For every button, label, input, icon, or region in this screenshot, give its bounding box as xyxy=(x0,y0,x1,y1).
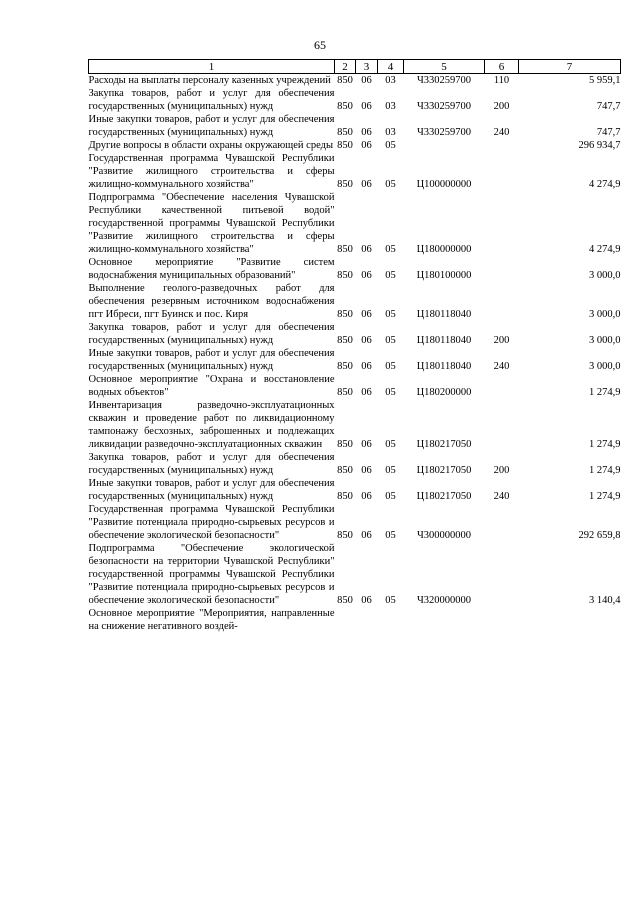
row-name-cell: Основное мероприятие "Охрана и восстановление водных объектов" xyxy=(88,374,335,398)
row-section-cell: 06 xyxy=(361,309,372,320)
row-name-cell: Другие вопросы в области охраны окружающей среды xyxy=(88,140,333,151)
row-subsection-cell: 05 xyxy=(385,491,396,502)
row-ministry-code-cell xyxy=(335,607,356,633)
table-row xyxy=(89,607,621,633)
row-amount-cell: 4 274,9 xyxy=(589,179,621,190)
column-header: 1 xyxy=(89,60,335,74)
column-header: 3 xyxy=(356,60,378,74)
table-row xyxy=(89,399,621,451)
row-amount-cell: 296 934,7 xyxy=(578,140,621,151)
row-target-article-cell: Ц180000000 xyxy=(416,244,472,255)
row-expense-type-cell xyxy=(485,282,519,321)
row-amount-cell: 3 000,0 xyxy=(589,335,621,346)
row-expense-type-cell xyxy=(485,542,519,607)
table-row xyxy=(89,113,621,139)
table-row xyxy=(89,503,621,542)
row-name-cell: Основное мероприятие "Развитие систем водоснабжения муниципальных образований" xyxy=(88,257,335,281)
row-ministry-code-cell: 850 xyxy=(337,127,353,138)
row-amount-cell: 3 140,4 xyxy=(589,595,621,606)
row-target-article-cell: Ч300000000 xyxy=(416,530,472,541)
row-subsection-cell: 05 xyxy=(385,361,396,372)
row-section-cell: 06 xyxy=(361,335,372,346)
row-subsection-cell: 03 xyxy=(385,101,396,112)
row-amount-cell: 1 274,9 xyxy=(589,387,621,398)
row-target-article-cell: Ц180217050 xyxy=(416,439,472,450)
column-header: 6 xyxy=(485,60,519,74)
table-row xyxy=(89,477,621,503)
row-ministry-code-cell: 850 xyxy=(337,387,353,398)
row-expense-type-cell xyxy=(485,256,519,282)
row-section-cell: 06 xyxy=(361,387,372,398)
row-subsection-cell xyxy=(378,607,404,633)
row-name-cell: Закупка товаров, работ и услуг для обеспечения государственных (муниципальных) нужд xyxy=(88,88,335,112)
row-ministry-code-cell: 850 xyxy=(337,140,353,151)
row-name-cell: Инвентаризация разведочно-эксплуатационных скважин и проведение работ по ликвидационному тампонажу бесхозных, заброшенных и подлежащих ликвидации разведочно-эксплуатационных скважин xyxy=(88,400,335,450)
table-row xyxy=(89,451,621,477)
row-ministry-code-cell: 850 xyxy=(337,270,353,281)
row-subsection-cell: 03 xyxy=(385,75,396,86)
row-expense-type-cell: 200 xyxy=(493,465,510,476)
row-subsection-cell: 05 xyxy=(385,335,396,346)
row-target-article-cell: Ц180118040 xyxy=(416,361,472,372)
row-expense-type-cell: 240 xyxy=(493,127,510,138)
row-section-cell: 06 xyxy=(361,75,372,86)
row-expense-type-cell xyxy=(485,503,519,542)
row-section-cell xyxy=(356,607,378,633)
table-row xyxy=(89,282,621,321)
row-section-cell: 06 xyxy=(361,491,372,502)
row-name-cell: Выполнение геолого-разведочных работ для обеспечения резервным источником водоснабжения пгт Ибреси, пгт Буинск и пос. Киря xyxy=(88,283,335,320)
row-section-cell: 06 xyxy=(361,244,372,255)
row-amount-cell: 3 000,0 xyxy=(589,309,621,320)
row-amount-cell: 1 274,9 xyxy=(589,439,621,450)
row-target-article-cell: Ц100000000 xyxy=(416,179,472,190)
row-target-article-cell: Ч330259700 xyxy=(416,75,472,86)
row-target-article-cell: Ч330259700 xyxy=(416,127,472,138)
row-amount-cell xyxy=(519,607,621,633)
row-ministry-code-cell: 850 xyxy=(337,101,353,112)
row-target-article-cell xyxy=(404,139,485,152)
row-ministry-code-cell: 850 xyxy=(337,595,353,606)
row-ministry-code-cell: 850 xyxy=(337,530,353,541)
row-name-cell: Государственная программа Чувашской Республики "Развитие жилищного строительства и сферы жилищно-коммунального хозяйства" xyxy=(88,153,335,190)
row-subsection-cell: 05 xyxy=(385,439,396,450)
row-name-cell: Иные закупки товаров, работ и услуг для обеспечения государственных (муниципальных) нужд xyxy=(88,114,335,138)
row-subsection-cell: 03 xyxy=(385,127,396,138)
row-name-cell: Государственная программа Чувашской Республики "Развитие потенциала природно-сырьевых ресурсов и обеспечение экологической безопасности" xyxy=(88,504,335,541)
row-amount-cell: 4 274,9 xyxy=(589,244,621,255)
row-expense-type-cell: 240 xyxy=(493,491,510,502)
row-section-cell: 06 xyxy=(361,595,372,606)
row-ministry-code-cell: 850 xyxy=(337,335,353,346)
row-section-cell: 06 xyxy=(361,439,372,450)
row-amount-cell: 3 000,0 xyxy=(589,361,621,372)
row-section-cell: 06 xyxy=(361,270,372,281)
row-section-cell: 06 xyxy=(361,179,372,190)
row-amount-cell: 1 274,9 xyxy=(589,465,621,476)
row-subsection-cell: 05 xyxy=(385,465,396,476)
row-expense-type-cell xyxy=(485,607,519,633)
row-section-cell: 06 xyxy=(361,465,372,476)
column-header: 7 xyxy=(519,60,621,74)
row-subsection-cell: 05 xyxy=(385,387,396,398)
row-expense-type-cell xyxy=(485,373,519,399)
row-name-cell: Закупка товаров, работ и услуг для обеспечения государственных (муниципальных) нужд xyxy=(88,322,335,346)
row-amount-cell: 292 659,8 xyxy=(578,530,621,541)
row-target-article-cell: Ц180217050 xyxy=(416,491,472,502)
row-subsection-cell: 05 xyxy=(385,270,396,281)
row-expense-type-cell xyxy=(485,191,519,256)
row-target-article-cell: Ц180118040 xyxy=(416,335,472,346)
table-row xyxy=(89,321,621,347)
row-ministry-code-cell: 850 xyxy=(337,244,353,255)
table-row xyxy=(89,74,621,88)
table-row xyxy=(89,542,621,607)
row-subsection-cell: 05 xyxy=(385,530,396,541)
row-ministry-code-cell: 850 xyxy=(337,361,353,372)
row-amount-cell: 3 000,0 xyxy=(589,270,621,281)
row-section-cell: 06 xyxy=(361,530,372,541)
row-name-cell: Основное мероприятие "Мероприятия, направленные на снижение негативного воздей- xyxy=(88,608,335,632)
table-row xyxy=(89,139,621,152)
row-subsection-cell: 05 xyxy=(385,595,396,606)
row-expense-type-cell: 200 xyxy=(493,335,510,346)
budget-table xyxy=(88,59,621,633)
row-section-cell: 06 xyxy=(361,140,372,151)
row-section-cell: 06 xyxy=(361,127,372,138)
row-amount-cell: 1 274,9 xyxy=(589,491,621,502)
row-amount-cell: 5 959,1 xyxy=(589,75,621,86)
row-ministry-code-cell: 850 xyxy=(337,75,353,86)
table-header-row xyxy=(89,60,621,74)
row-ministry-code-cell: 850 xyxy=(337,465,353,476)
table-row xyxy=(89,347,621,373)
table-row xyxy=(89,87,621,113)
row-target-article-cell: Ч320000000 xyxy=(416,595,472,606)
row-subsection-cell: 05 xyxy=(385,140,396,151)
row-subsection-cell: 05 xyxy=(385,179,396,190)
column-header: 2 xyxy=(335,60,356,74)
row-subsection-cell: 05 xyxy=(385,244,396,255)
column-header: 5 xyxy=(404,60,485,74)
row-expense-type-cell xyxy=(485,152,519,191)
row-amount-cell: 747,7 xyxy=(596,101,621,112)
row-target-article-cell: Ц180100000 xyxy=(416,270,472,281)
row-ministry-code-cell: 850 xyxy=(337,179,353,190)
row-target-article-cell xyxy=(404,607,485,633)
row-target-article-cell: Ц180118040 xyxy=(416,309,472,320)
row-name-cell: Иные закупки товаров, работ и услуг для обеспечения государственных (муниципальных) нужд xyxy=(88,478,335,502)
row-name-cell: Подпрограмма "Обеспечение экологической безопасности на территории Чувашской Республики" государственной программы Чувашской Республики "Развитие потенциала природно-сырьевых ресурсов и обеспечение экологической безопасности" xyxy=(88,543,335,606)
row-section-cell: 06 xyxy=(361,361,372,372)
row-target-article-cell: Ч330259700 xyxy=(416,101,472,112)
page-number: 65 xyxy=(314,38,326,52)
table-row xyxy=(89,191,621,256)
row-expense-type-cell xyxy=(485,139,519,152)
row-expense-type-cell: 110 xyxy=(493,75,510,86)
row-expense-type-cell xyxy=(485,399,519,451)
row-subsection-cell: 05 xyxy=(385,309,396,320)
row-expense-type-cell: 240 xyxy=(493,361,510,372)
row-target-article-cell: Ц180200000 xyxy=(416,387,472,398)
row-expense-type-cell: 200 xyxy=(493,101,510,112)
row-ministry-code-cell: 850 xyxy=(337,309,353,320)
row-ministry-code-cell: 850 xyxy=(337,491,353,502)
row-name-cell: Иные закупки товаров, работ и услуг для обеспечения государственных (муниципальных) нужд xyxy=(88,348,335,372)
column-header: 4 xyxy=(378,60,404,74)
row-ministry-code-cell: 850 xyxy=(337,439,353,450)
row-target-article-cell: Ц180217050 xyxy=(416,465,472,476)
row-name-cell: Расходы на выплаты персоналу казенных учреждений xyxy=(88,75,331,86)
row-name-cell: Подпрограмма "Обеспечение населения Чувашской Республики качественной питьевой водой" государственной программы Чувашской Республики "Развитие жилищного строительства и сферы жилищно-коммунального хозяйства" xyxy=(88,192,335,255)
row-amount-cell: 747,7 xyxy=(596,127,621,138)
table-row xyxy=(89,152,621,191)
row-name-cell: Закупка товаров, работ и услуг для обеспечения государственных (муниципальных) нужд xyxy=(88,452,335,476)
table-row xyxy=(89,373,621,399)
table-row xyxy=(89,256,621,282)
row-section-cell: 06 xyxy=(361,101,372,112)
